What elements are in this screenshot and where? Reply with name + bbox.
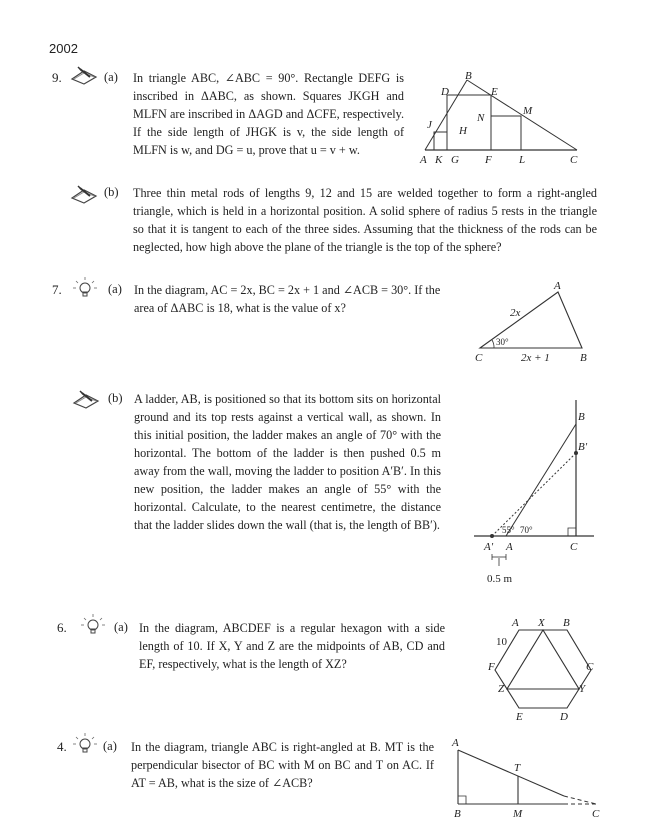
figure-label: F — [485, 154, 492, 166]
problem-text: In the diagram, AC = 2x, BC = 2x + 1 and ∠ACB = 30°. If the area of ΔABC is 18, what is the value of x? — [134, 283, 441, 315]
problem-text: Three thin metal rods of lengths 9, 12 and 15 are welded together to form a right-angled triangle, which is held in a horizontal position. A solid sphere of radius 5 rests in the triangle so that it is tangent to each of the three sides. Assuming that the thickness of the rods can be neglected, how high above the plane of the triangle is the top of the sphere? — [133, 186, 597, 254]
ladder-figure-7b — [470, 400, 600, 590]
figure-label: 70° — [520, 525, 533, 535]
figure-label: Y — [579, 683, 586, 695]
part-label: (a) — [114, 620, 128, 634]
hexagon-figure-6a — [488, 614, 600, 722]
lightbulb-icon — [72, 732, 98, 761]
problem-text: In the diagram, ABCDEF is a regular hexagon with a side length of 10. If X, Y and Z are the midpoints of AB, CD and EF, respectively, what is the length of XZ? — [139, 621, 445, 671]
figure-label: M — [513, 808, 523, 820]
figure-label: G — [451, 154, 459, 166]
figure-label: B — [578, 411, 585, 423]
lightbulb-icon — [80, 613, 106, 642]
hand-writing-icon — [72, 389, 100, 414]
figure-label: 55° — [502, 525, 515, 535]
figure-label: 30° — [496, 337, 509, 347]
triangle-figure-9a — [415, 68, 595, 168]
problem-text: A ladder, AB, is positioned so that its bottom sits on horizontal ground and its top rests against a vertical wall, as shown. In this initial position, the ladder makes an angle of 70° with the horizontal. The bottom of the ladder is then pushed 0.5 m away from the wall, moving the ladder to position A′B′. In this new position, the ladder makes an angle of 55° with the horizontal. Calculate, to the nearest centimetre, the distance that the ladder slides down the wall (that is, the length of BB′). — [134, 392, 441, 532]
figure-label: 2x + 1 — [521, 352, 550, 364]
lightbulb-icon — [72, 276, 98, 305]
figure-label: K — [435, 154, 443, 166]
problem-text: In triangle ABC, ∠ABC = 90°. Rectangle DEFG is inscribed in ΔABC, as shown. Squares JKGH and MLFN are inscribed in ΔAGD and ΔCFE, respectively. If the side length of JHGK is v, the side length of MLFN is w, and DG = u, prove that u = v + w. — [133, 71, 404, 157]
figure-label: D — [560, 711, 568, 722]
figure-label: B′ — [578, 441, 588, 453]
figure-label: A — [554, 280, 561, 292]
figure-label: B — [580, 352, 587, 364]
figure-label: 10 — [496, 636, 507, 648]
part-label: (a) — [103, 739, 117, 753]
part-label: (a) — [108, 282, 122, 296]
part-label: (b) — [108, 391, 123, 405]
figure-label: C — [592, 808, 600, 820]
figure-label: D — [441, 86, 449, 98]
figure-label: A′ — [484, 541, 494, 553]
figure-label: N — [477, 112, 485, 124]
problem-text: In the diagram, triangle ABC is right-angled at B. MT is the perpendicular bisector of BC with M on BC and T on AC. If AT = AB, what is the size of ∠ACB? — [131, 740, 434, 790]
figure-label: A — [452, 737, 459, 749]
figure-label: A — [420, 154, 427, 166]
figure-label: X — [538, 617, 545, 629]
problem-number: 6. — [57, 620, 67, 635]
figure-label: C — [570, 541, 578, 553]
figure-label: B — [465, 70, 472, 82]
figure-label: E — [491, 86, 498, 98]
problem-number: 9. — [52, 70, 62, 85]
figure-label: H — [459, 125, 467, 137]
figure-label: L — [519, 154, 526, 166]
figure-label: C — [570, 154, 578, 166]
figure-label: Z — [498, 683, 505, 695]
problem-number: 4. — [57, 739, 67, 754]
figure-label: 0.5 m — [487, 573, 513, 585]
figure-label: B — [563, 617, 570, 629]
figure-label: C — [586, 661, 594, 673]
hand-writing-icon — [70, 184, 98, 209]
page-year: 2002 — [49, 41, 78, 56]
figure-label: M — [523, 105, 533, 117]
figure-label: F — [488, 661, 495, 673]
figure-label: B — [454, 808, 461, 820]
triangle-figure-7a — [470, 276, 600, 368]
part-label: (a) — [104, 70, 118, 84]
figure-label: A — [506, 541, 513, 553]
triangle-figure-4a — [446, 734, 606, 833]
figure-label: C — [475, 352, 483, 364]
problem-number: 7. — [52, 282, 62, 297]
figure-label: J — [427, 119, 432, 131]
figure-label: A — [512, 617, 519, 629]
hand-writing-icon — [70, 65, 98, 90]
figure-label: 2x — [510, 307, 521, 319]
figure-label: T — [514, 762, 521, 774]
figure-label: E — [516, 711, 523, 722]
part-label: (b) — [104, 185, 119, 199]
